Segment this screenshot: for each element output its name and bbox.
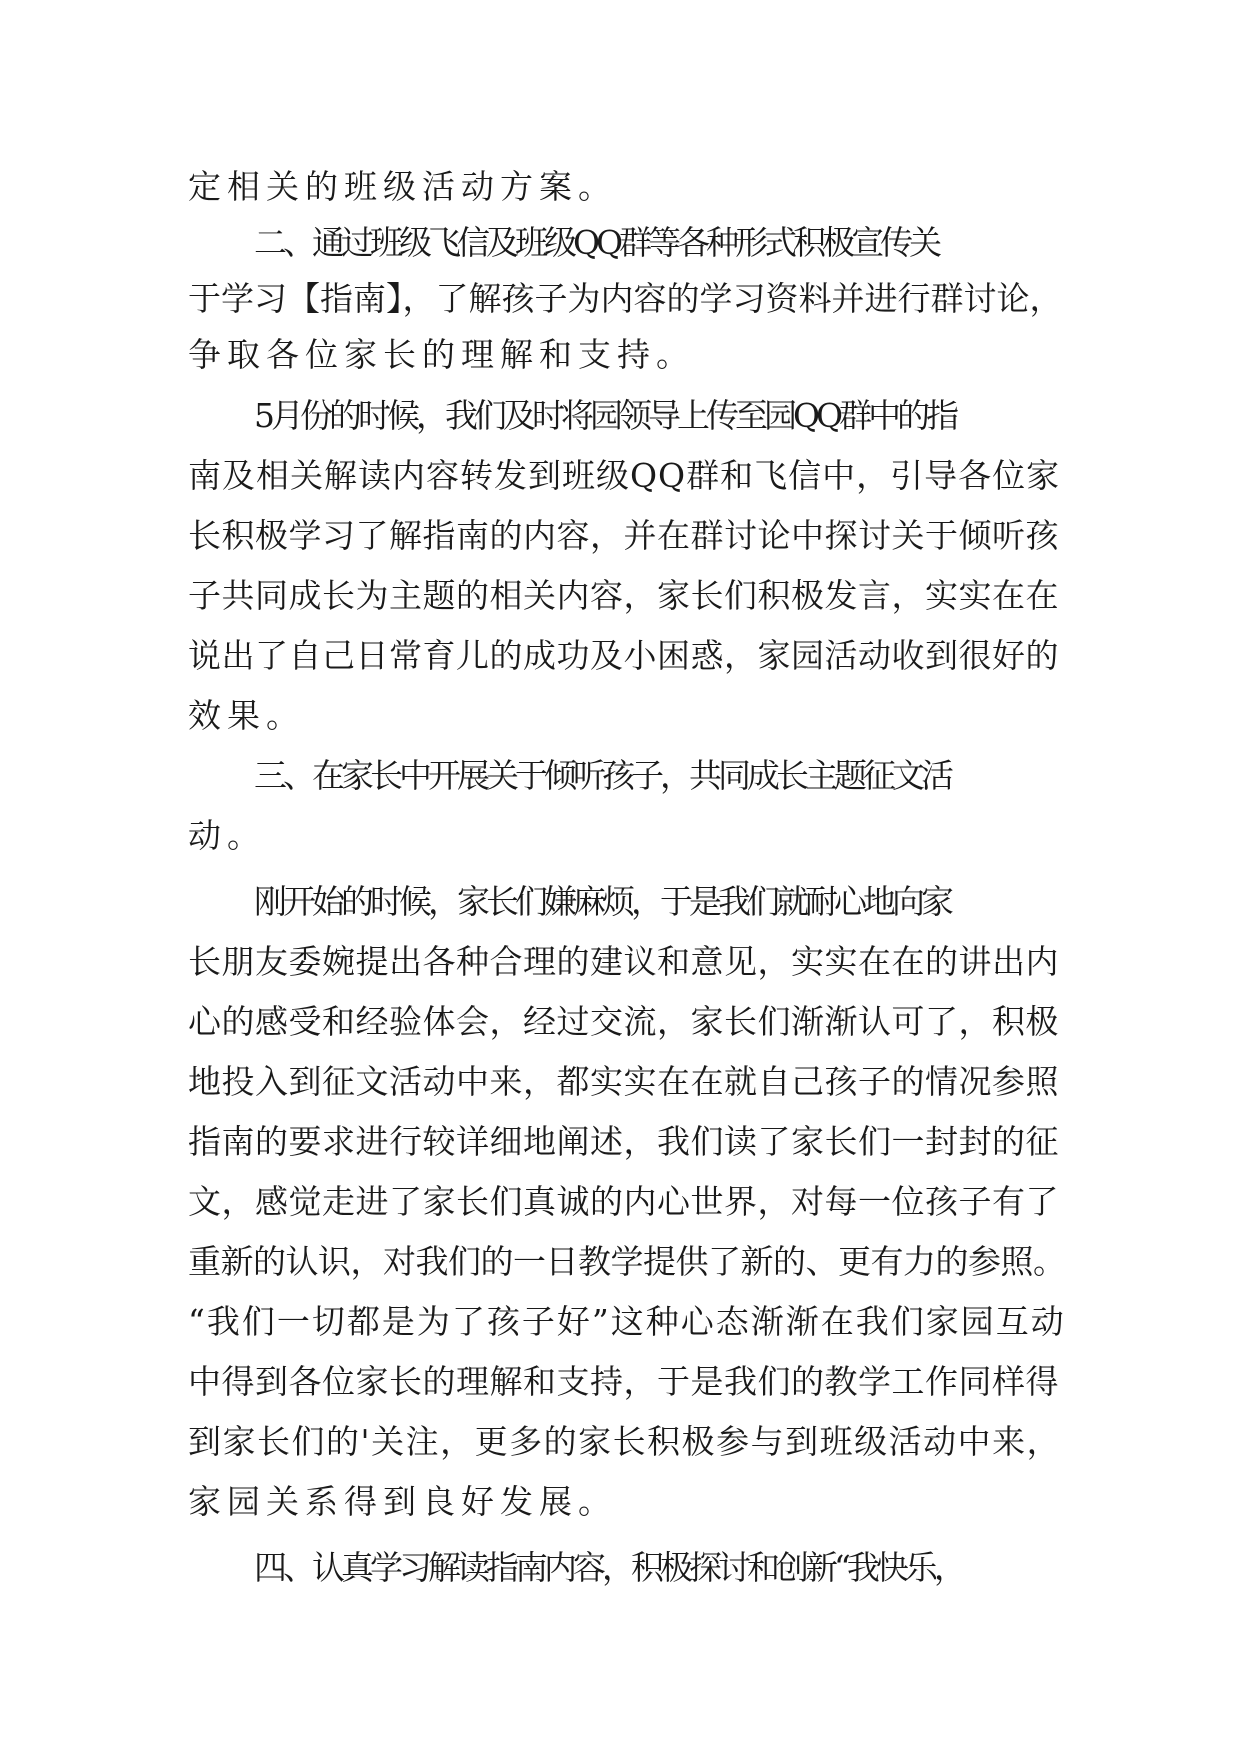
text-line: 效果。 <box>188 696 305 735</box>
text-line: 说出了自己日常育儿的成功及小困惑，家园活动收到很好的 <box>188 636 1059 675</box>
text-line: 争取各位家长的理解和支持。 <box>188 335 695 374</box>
text-line: 南及相关解读内容转发到班级QQ群和飞信中，引导各位家 <box>188 456 1061 495</box>
text-line: 长朋友委婉提出各种合理的建议和意见，实实在在的讲出内 <box>188 942 1059 981</box>
text-line: 三、在家长中开展关于倾听孩子，共同成长主题征文活 <box>254 756 950 795</box>
text-line: 刚开始的时候，家长们嫌麻烦，于是我们就耐心地向家 <box>254 882 950 921</box>
text-line: 动。 <box>188 816 266 855</box>
text-line: 指南的要求进行较详细地阐述，我们读了家长们一封封的征 <box>188 1122 1059 1161</box>
text-line: 心的感受和经验体会，经过交流，家长们渐渐认可了，积极 <box>188 1002 1059 1041</box>
text-line: 地投入到征文活动中来，都实实在在就自己孩子的情况参照 <box>188 1062 1059 1101</box>
text-line: “我们一切都是为了孩子好”这种心态渐渐在我们家园互动 <box>188 1302 1066 1341</box>
text-line: 于学习【指南】，了解孩子为内容的学习资料并进行群讨论， <box>188 279 1063 318</box>
text-line: 家园关系得到良好发展。 <box>188 1482 617 1521</box>
text-line: 子共同成长为主题的相关内容，家长们积极发言，实实在在 <box>188 576 1059 615</box>
text-line: 二、通过班级飞信及班级QQ群等各种形式积极宣传关 <box>254 223 939 262</box>
text-line: 四、认真学习解读指南内容，积极探讨和创新“我快乐， <box>254 1548 963 1587</box>
text-line: 重新的认识，对我们的一日教学提供了新的、更有力的参照。 <box>188 1242 1066 1281</box>
text-line: 到家长们的'关注，更多的家长积极参与到班级活动中来， <box>188 1422 1062 1461</box>
text-line: 定相关的班级活动方案。 <box>188 167 617 206</box>
text-line: 长积极学习了解指南的内容，并在群讨论中探讨关于倾听孩 <box>188 516 1059 555</box>
text-line: 中得到各位家长的理解和支持，于是我们的教学工作同样得 <box>188 1362 1059 1401</box>
text-line: 5月份的时候，我们及时将园领导上传至园QQ群中的指 <box>254 396 956 435</box>
text-line: 文，感觉走进了家长们真诚的内心世界，对每一位孩子有了 <box>188 1182 1059 1221</box>
